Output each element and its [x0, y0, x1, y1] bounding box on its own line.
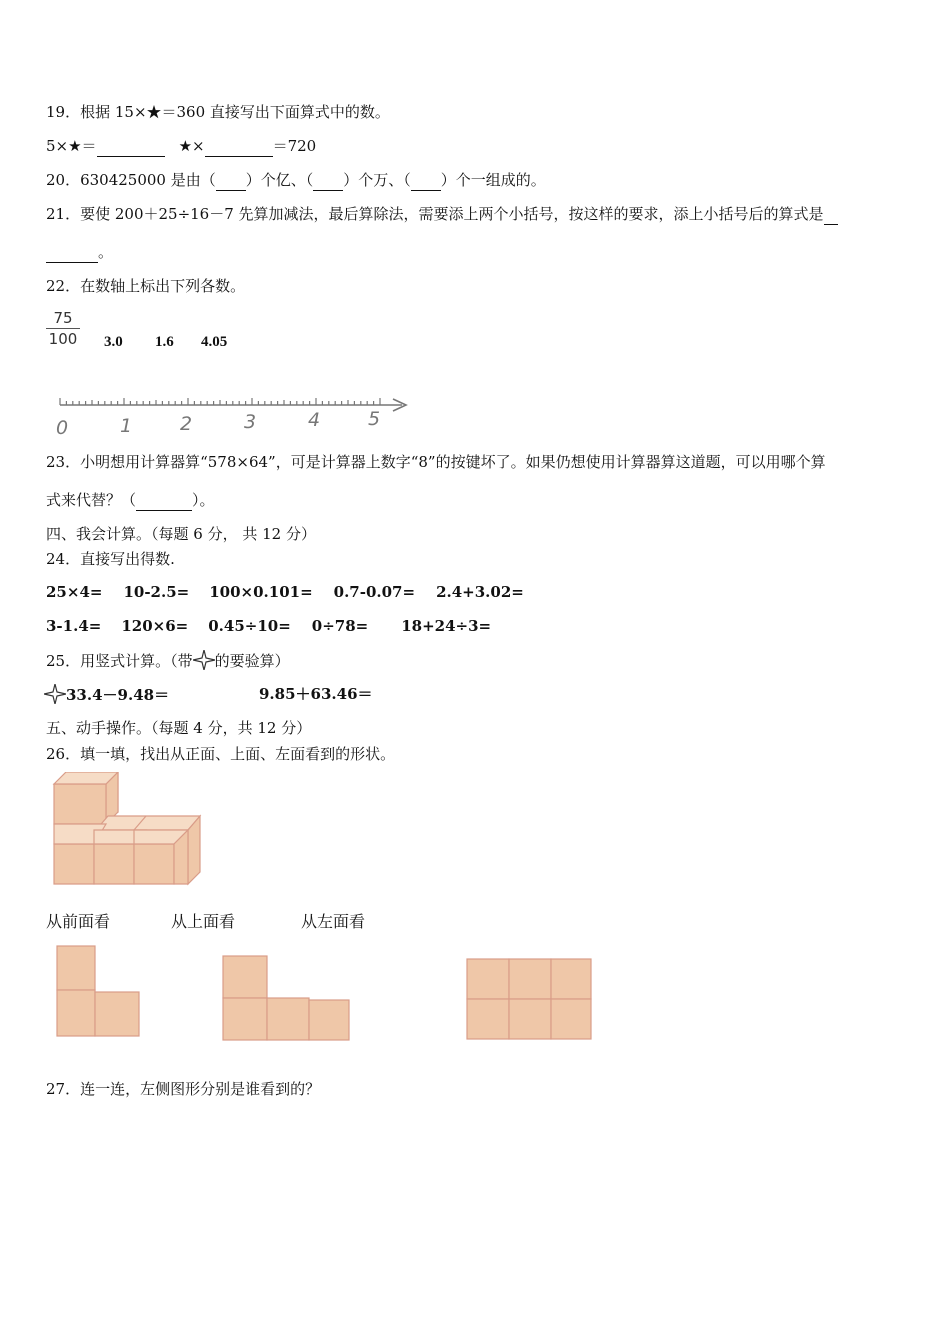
answer-blank[interactable]: [46, 242, 98, 263]
answer-blank[interactable]: [205, 136, 273, 157]
answer-blank[interactable]: [411, 170, 441, 191]
q21-blank-line: 。: [46, 242, 113, 263]
q20-text: 20．630425000 是由（ ）个亿、（ ）个万、（ ）个一组成的。: [46, 171, 546, 189]
caption-top-view: 从上面看: [171, 912, 236, 931]
answer-blank[interactable]: [136, 490, 192, 511]
axis-label-5: 5: [368, 408, 381, 430]
value-4-05: 4.05: [201, 334, 228, 350]
q21-text: 21．要使 200＋25÷16－7 先算加减法，最后算除法，需要添上两个小括号，按这样的要求，添上小括号后的算式是: [46, 204, 838, 225]
q23-text: 23．小明想用计算器算“578×64”，可是计算器上数字“8”的按键坏了。如果仍想使用计算器算这道题，可以用哪个算: [46, 453, 826, 471]
section4-title: 四、我会计算。（每题 6 分， 共 12 分）: [46, 525, 316, 543]
value-1-6: 1.6: [155, 334, 174, 350]
q24-row1: 25×4= 10-2.5= 100×0.101= 0.7-0.07= 2.4+3.02=: [46, 583, 524, 601]
q23-line2: 式来代替？（ ）。: [46, 491, 215, 509]
answer-blank[interactable]: [313, 170, 343, 191]
cube-stack-figure: [48, 772, 218, 892]
axis-label-4: 4: [308, 409, 321, 431]
q19-blanks: 5×★＝ ★× ＝720: [46, 137, 317, 155]
q22-text: 22．在数轴上标出下列各数。: [46, 277, 246, 295]
value-3-0: 3.0: [104, 334, 123, 350]
axis-label-3: 3: [244, 411, 257, 433]
q24-text: 24．直接写出得数.: [46, 550, 175, 568]
axis-label-1: 1: [120, 415, 133, 437]
q25-expr1: 33.4－9.48＝: [44, 684, 169, 705]
q25-text: 25．用竖式计算。（带 的要验算）: [46, 652, 290, 670]
fraction-75-100: 75 100: [46, 308, 80, 349]
caption-front-view: 从前面看: [46, 912, 111, 931]
answer-blank[interactable]: [824, 204, 838, 225]
section5-title: 五、动手操作。（每题 4 分，共 12 分）: [46, 719, 312, 737]
q27-text: 27．连一连，左侧图形分别是谁看到的？: [46, 1080, 321, 1098]
star-mark-icon: [193, 650, 215, 670]
q19-text: 19．根据 15×★＝360 直接写出下面算式中的数。: [46, 103, 390, 121]
answer-blank[interactable]: [216, 170, 246, 191]
axis-label-0: 0: [56, 417, 69, 439]
q26-text: 26．填一填，找出从正面、上面、左面看到的形状。: [46, 745, 396, 763]
view-shape-a[interactable]: [55, 944, 145, 1044]
view-shape-c[interactable]: [465, 957, 597, 1043]
q25-expr2: 9.85＋63.46＝: [259, 685, 373, 703]
view-shape-b[interactable]: [221, 954, 356, 1044]
answer-blank[interactable]: [97, 136, 165, 157]
q24-row2: 3-1.4= 120×6= 0.45÷10= 0÷78= 18+24÷3=: [46, 617, 492, 635]
caption-left-view: 从左面看: [301, 912, 366, 931]
star-mark-icon: [44, 684, 66, 704]
number-line: [52, 390, 432, 440]
axis-label-2: 2: [180, 413, 193, 435]
